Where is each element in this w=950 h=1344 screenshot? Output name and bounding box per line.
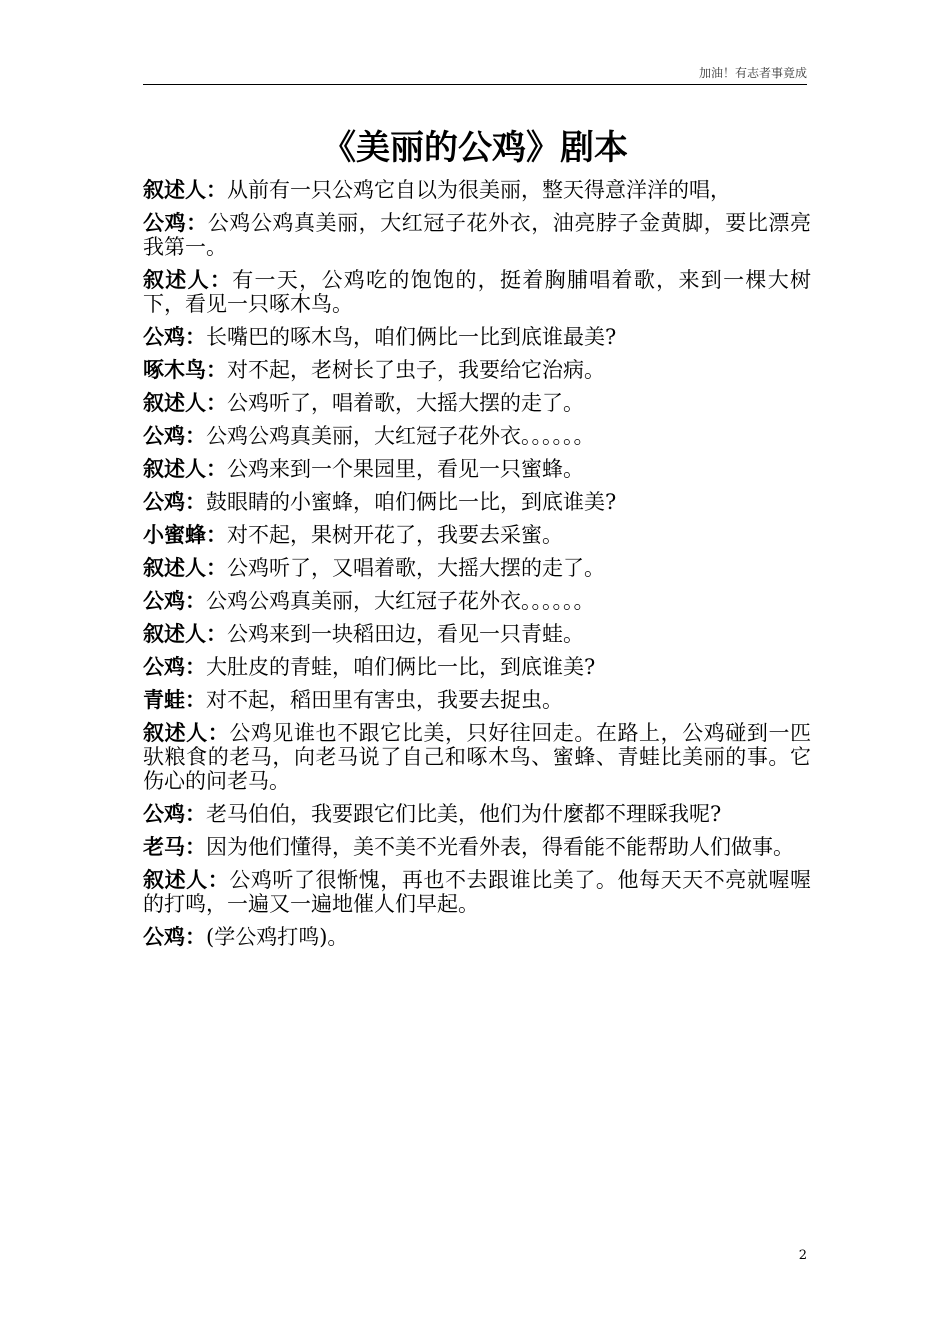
line-text: 公鸡来到一块稻田边，看见一只青蛙。 (227, 622, 584, 646)
line-text: 从前有一只公鸡它自以为很美丽，整天得意洋洋的唱， (227, 178, 731, 202)
line-text: 公鸡见谁也不跟它比美，只好往回走。在路上，公鸡碰到一匹驮粮食的老马，向老马说了自己和啄木鸟、蜜蜂、青蛙比美丽的事。它伤心的问老马。 (143, 721, 812, 793)
script-line (143, 490, 811, 514)
line-text: 老马伯伯，我要跟它们比美，他们为什麼都不理睬我呢? (206, 802, 722, 826)
speaker-label: 叙述人： (143, 721, 230, 745)
script-line (143, 835, 811, 859)
speaker-label: 叙述人： (143, 391, 227, 415)
line-text: 有一天，公鸡吃的饱饱的，挺着胸脯唱着歌，来到一棵大树下，看见一只啄木鸟。 (143, 268, 812, 316)
speaker-label: 叙述人： (143, 268, 233, 292)
speaker-label: 叙述人： (143, 178, 227, 202)
line-text: 长嘴巴的啄木鸟，咱们俩比一比到底谁最美? (206, 325, 617, 349)
header-text: 加油！有志者事竟成 (698, 66, 807, 80)
line-text: 公鸡公鸡真美丽，大红冠子花外衣。。。。。。 (206, 424, 595, 448)
script-line (143, 589, 811, 613)
line-text: 对不起，果树开花了，我要去采蜜。 (227, 523, 563, 547)
speaker-label: 叙述人： (143, 556, 227, 580)
line-text: 对不起，稻田里有害虫，我要去捉虫。 (206, 688, 563, 712)
speaker-label: 公鸡： (143, 490, 206, 514)
script-line (143, 802, 811, 826)
script-line (143, 178, 811, 202)
line-text: 公鸡听了，唱着歌，大摇大摆的走了。 (227, 391, 584, 415)
speaker-label: 公鸡： (143, 424, 206, 448)
script-body (143, 178, 811, 958)
line-text: 公鸡公鸡真美丽，大红冠子花外衣，油亮脖子金黄脚，要比漂亮我第一。 (143, 211, 812, 259)
script-line (143, 211, 811, 259)
script-line (143, 655, 811, 679)
script-line (143, 523, 811, 547)
line-text: (学公鸡打鸣)。 (206, 925, 349, 949)
speaker-label: 公鸡： (143, 325, 206, 349)
speaker-label: 公鸡： (143, 211, 208, 235)
speaker-label: 青蛙： (143, 688, 206, 712)
speaker-label: 叙述人： (143, 868, 230, 892)
line-text: 公鸡来到一个果园里，看见一只蜜蜂。 (227, 457, 584, 481)
speaker-label: 公鸡： (143, 802, 206, 826)
speaker-label: 老马： (143, 835, 206, 859)
script-line (143, 556, 811, 580)
script-line (143, 622, 811, 646)
script-line (143, 688, 811, 712)
script-line (143, 325, 811, 349)
line-text: 大肚皮的青蛙，咱们俩比一比，到底谁美? (206, 655, 596, 679)
script-line (143, 424, 811, 448)
script-line (143, 391, 811, 415)
speaker-label: 叙述人： (143, 622, 227, 646)
page-header (143, 66, 807, 85)
script-line (143, 721, 811, 793)
script-line (143, 268, 811, 316)
script-line (143, 457, 811, 481)
script-line (143, 358, 811, 382)
script-line (143, 925, 811, 949)
line-text: 对不起，老树长了虫子，我要给它治病。 (227, 358, 605, 382)
document-title: 《美丽的公鸡》剧本 (322, 128, 628, 168)
line-text: 公鸡公鸡真美丽，大红冠子花外衣。。。。。。 (206, 589, 595, 613)
speaker-label: 公鸡： (143, 925, 206, 949)
line-text: 公鸡听了，又唱着歌，大摇大摆的走了。 (227, 556, 605, 580)
page-number: 2 (798, 1248, 807, 1263)
speaker-label: 公鸡： (143, 655, 206, 679)
speaker-label: 小蜜蜂： (143, 523, 227, 547)
script-line (143, 868, 811, 916)
speaker-label: 叙述人： (143, 457, 227, 481)
line-text: 公鸡听了很惭愧，再也不去跟谁比美了。他每天天不亮就喔喔的打鸣，一遍又一遍地催人们早起。 (143, 868, 812, 916)
line-text: 因为他们懂得，美不美不光看外表，得看能不能帮助人们做事。 (206, 835, 794, 859)
speaker-label: 啄木鸟： (143, 358, 227, 382)
speaker-label: 公鸡： (143, 589, 206, 613)
line-text: 鼓眼睛的小蜜蜂，咱们俩比一比，到底谁美? (206, 490, 617, 514)
